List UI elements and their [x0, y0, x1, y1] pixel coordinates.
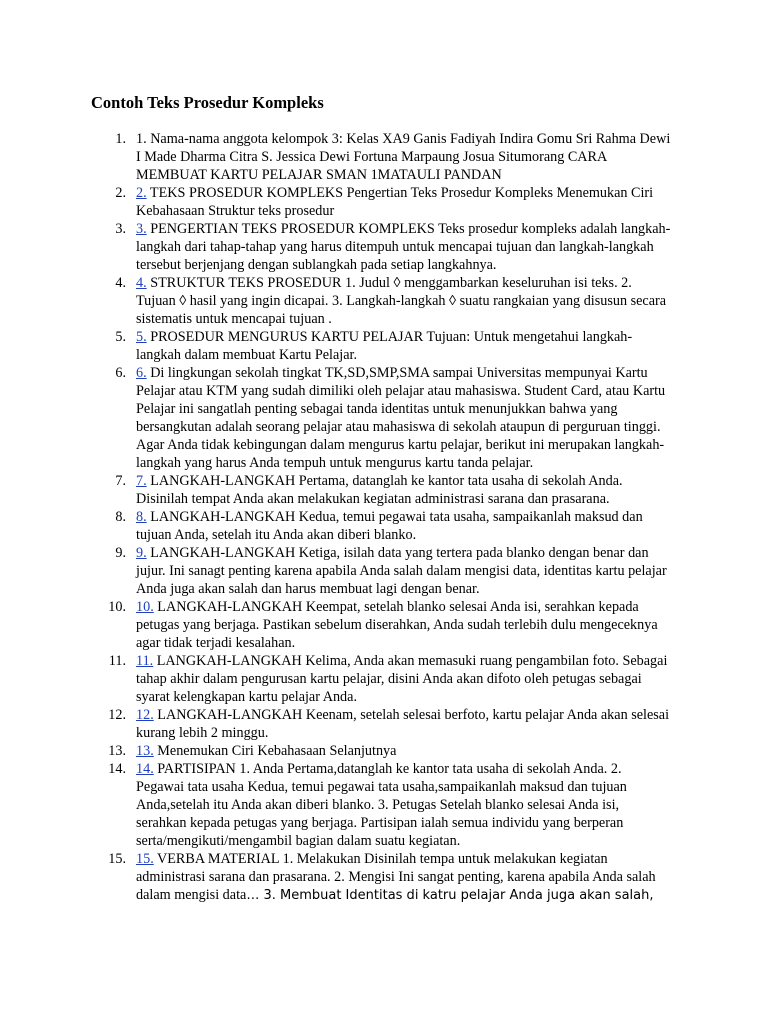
item-link[interactable]: 8. [136, 509, 147, 525]
item-text: LANGKAH-LANGKAH Kedua, temui pegawai tata usaha, sampaikanlah maksud dan tujuan Anda, setelah itu Anda akan diberi blanko. [136, 509, 643, 543]
item-text: PENGERTIAN TEKS PROSEDUR KOMPLEKS Teks prosedur kompleks adalah langkah-langkah dari tahap-tahap yang harus ditempuh untuk mencapai tujuan dan langkah-langkah tersebut berjenjang dengan sublangkah pada setiap langkahnya. [136, 221, 671, 273]
list-item [0, 328, 672, 364]
item-link[interactable]: 2. [136, 185, 147, 201]
item-link[interactable]: 12. [136, 707, 154, 723]
list-number: 12. [108, 707, 126, 723]
item-text-tail: … 3. Membuat Identitas di katru pelajar Anda juga akan salah, [246, 888, 654, 903]
item-text: PARTISIPAN 1. Anda Pertama,datanglah ke kantor tata usaha di sekolah Anda. 2. Pegawai tata usaha Kedua, temui pegawai tata usaha,sampaikanlah maksud dan tujuan Anda,setelah itu Anda akan diberi blanko. 3. Petugas Setelah blanko selesai Anda isi, serahkan kepada petugas yang berjaga. Partisipan ialah semua individu yang berperan serta/mengikuti/mengambil bagian dalam suatu kegiatan. [136, 761, 627, 849]
list-item [0, 472, 672, 508]
list-number: 13. [108, 743, 126, 759]
item-link[interactable]: 9. [136, 545, 147, 561]
list-number: 7. [115, 473, 126, 489]
item-text: TEKS PROSEDUR KOMPLEKS Pengertian Teks Prosedur Kompleks Menemukan Ciri Kebahasaan Struktur teks prosedur [136, 185, 654, 219]
list-item [0, 220, 672, 274]
item-text: 1. Nama-nama anggota kelompok 3: Kelas XA9 Ganis Fadiyah Indira Gomu Sri Rahma Dewi I Made Dharma Citra S. Jessica Dewi Fortuna Marpaung Josua Situmorang CARA MEMBUAT KARTU PELAJAR SMAN 1MATAULI PANDAN [136, 131, 671, 183]
list-item [0, 706, 672, 742]
item-text: PROSEDUR MENGURUS KARTU PELAJAR Tujuan: Untuk mengetahui langkah-langkah dalam membuat Kartu Pelajar. [136, 329, 633, 363]
list-item [0, 364, 672, 472]
list-number: 14. [108, 761, 126, 777]
list-item [0, 184, 672, 220]
list-number: 2. [115, 185, 126, 201]
list-item [0, 598, 672, 652]
item-text: LANGKAH-LANGKAH Pertama, datanglah ke kantor tata usaha di sekolah Anda. Disinilah tempat Anda akan melakukan kegiatan administrasi sarana dan prasarana. [136, 473, 623, 507]
item-link[interactable]: 7. [136, 473, 147, 489]
list-item [0, 742, 672, 760]
item-text: LANGKAH-LANGKAH Keenam, setelah selesai berfoto, kartu pelajar Anda akan selesai kurang lebih 2 minggu. [136, 707, 670, 741]
list-number: 10. [108, 599, 126, 615]
item-text: LANGKAH-LANGKAH Kelima, Anda akan memasuki ruang pengambilan foto. Sebagai tahap akhir dalam pengurusan kartu pelajar, disini Anda akan difoto oleh petugas sebagai syarat kelengkapan kartu pelajar Anda. [136, 653, 668, 705]
list-number: 1. [115, 131, 126, 147]
list-item [0, 652, 672, 706]
item-link[interactable]: 3. [136, 221, 147, 237]
list-item [0, 508, 672, 544]
list-number: 9. [115, 545, 126, 561]
list-item [0, 544, 672, 598]
item-link[interactable]: 5. [136, 329, 147, 345]
item-link[interactable]: 14. [136, 761, 154, 777]
item-text: Di lingkungan sekolah tingkat TK,SD,SMP,SMA sampai Universitas mempunyai Kartu Pelajar atau KTM yang sudah dimiliki oleh pelajar atau mahasiswa. Student Card, atau Kartu Pelajar ini sangatlah penting sebagai tanda identitas untuk menunjukkan bahwa yang bersangkutan adalah seorang pelajar atau mahasiswa di sekolah ataupun di perguruan tinggi. Agar Anda tidak kebingungan dalam mengurus kartu pelajar, berikut ini merupakan langkah-langkah yang harus Anda tempuh untuk mengurus kartu tanda pelajar. [136, 365, 666, 471]
item-text: VERBA MATERIAL 1. Melakukan Disinilah tempa untuk melakukan kegiatan administrasi sarana dan prasarana. 2. Mengisi Ini sangat penting, karena apabila Anda salah dalam mengisi data [136, 851, 656, 903]
item-text: LANGKAH-LANGKAH Keempat, setelah blanko selesai Anda isi, serahkan kepada petugas yang berjaga. Pastikan sebelum diserahkan, Anda sudah terlebih dulu mengeceknya agar tidak terjadi kesalahan. [136, 599, 658, 651]
list-number: 6. [115, 365, 126, 381]
numbered-list [0, 130, 768, 905]
list-number: 8. [115, 509, 126, 525]
item-text: LANGKAH-LANGKAH Ketiga, isilah data yang tertera pada blanko dengan benar dan jujur. Ini sanagt penting karena apabila Anda salah dalam mengisi data, identitas kartu pelajar Anda juga akan salah dan harus membuat lagi dengan benar. [136, 545, 667, 597]
list-item [0, 850, 672, 905]
item-link[interactable]: 10. [136, 599, 154, 615]
item-text: STRUKTUR TEKS PROSEDUR 1. Judul ◊ menggambarkan keseluruhan isi teks. 2. Tujuan ◊ hasil yang ingin dicapai. 3. Langkah-langkah ◊ suatu rangkaian yang disusun secara sistematis untuk mencapai tujuan . [136, 275, 667, 327]
list-number: 11. [108, 653, 126, 669]
list-number: 15. [108, 851, 126, 867]
list-number: 5. [115, 329, 126, 345]
item-link[interactable]: 11. [136, 653, 154, 669]
item-text: Menemukan Ciri Kebahasaan Selanjutnya [153, 743, 397, 759]
list-number: 3. [115, 221, 126, 237]
document-title: Contoh Teks Prosedur Kompleks [91, 93, 324, 112]
list-item [0, 274, 672, 328]
item-link[interactable]: 4. [136, 275, 147, 291]
item-link[interactable]: 6. [136, 365, 147, 381]
list-item [0, 760, 672, 850]
list-number: 4. [115, 275, 126, 291]
list-item [0, 130, 672, 184]
item-link[interactable]: 13. [136, 743, 154, 759]
item-link[interactable]: 15. [136, 851, 154, 867]
